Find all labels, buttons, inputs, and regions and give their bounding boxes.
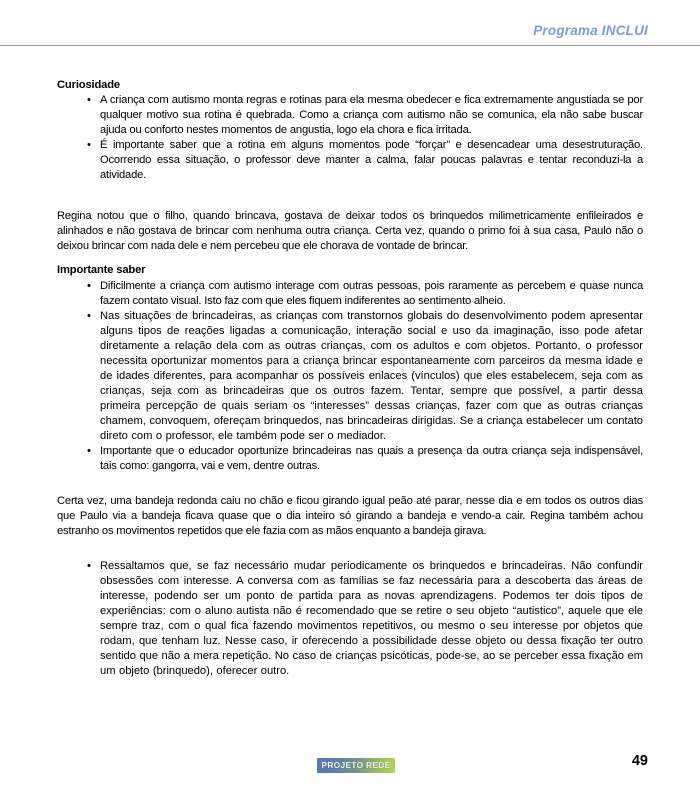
page-number: 49	[631, 753, 648, 769]
projeto-rede-logo	[317, 758, 395, 773]
spacer	[57, 474, 643, 494]
list-item	[57, 93, 643, 138]
bullet-list-importante-saber	[57, 279, 643, 474]
projeto-rede-logo-text: PROJETO REDE	[321, 760, 391, 771]
list-item	[57, 279, 643, 309]
list-item	[57, 444, 643, 474]
bullet-icon: •	[87, 279, 91, 292]
bullet-icon: •	[87, 559, 91, 572]
bullet-icon: •	[87, 94, 91, 107]
running-head	[0, 22, 700, 46]
spacer	[57, 183, 643, 209]
section-heading-importante-saber: Importante saber	[57, 264, 146, 277]
list-item-text: A criança com autismo monta regras e rotinas para ela mesma obedecer e fica extremamente angustiada se por qualquer motivo sua rotina é quebrada. Como a criança com autismo não se comunica, ela não sabe buscar ajuda ou conforto nestes momentos de angustia, logo ela chora e fica irritada.	[100, 94, 643, 137]
page-content	[57, 78, 643, 679]
bullet-icon: •	[87, 444, 91, 457]
paragraph-bandeja: Certa vez, uma bandeja redonda caiu no chão e ficou girando igual peão até parar, nesse dia e em todos os outros dias que Paulo via a bandeja ficava quase que o dia inteiro só girando a bandeja e vendo-a cair. Regina também achou estranho os movimentos repetidos que ele fazia com as mãos enquanto a bandeja girava.	[57, 494, 643, 537]
list-item	[57, 559, 643, 679]
running-head-title: Programa INCLUI	[533, 23, 648, 38]
section-heading-curiosidade: Curiosidade	[57, 79, 121, 91]
bullet-list-curiosidade	[57, 93, 643, 183]
list-item	[57, 309, 643, 444]
page-footer	[0, 748, 700, 800]
spacer	[57, 539, 643, 559]
list-item-text: Importante que o educador oportunize brincadeiras nas quais a presença da outra criança seja indispensável, tais como: gangorra, vai e vem, dentre outras.	[100, 444, 643, 472]
paragraph-regina: Regina notou que o filho, quando brincava, gostava de deixar todos os brinquedos milimetricamente enfileirados e alinhados e não gostava de brincar com nenhuma outra criança. Certa vez, quando o primo foi à sua casa, Paulo não o deixou brincar com nada dele e nem percebeu que ele chorava de vontade de brincar.	[57, 210, 643, 253]
list-item-text: É importante saber que a rotina em alguns momentos pode “forçar” e desencadear uma desestruturação. Ocorrendo essa situação, o professor deve manter a calma, falar poucas palavras e tentar reconduzi-la a atividade.	[100, 139, 643, 182]
bullet-list-final	[57, 559, 643, 679]
bullet-icon: •	[87, 309, 91, 322]
bullet-icon: •	[87, 139, 91, 152]
list-item	[57, 138, 643, 183]
list-item-text: Ressaltamos que, se faz necessário mudar periodicamente os brinquedos e brincadeiras. Não confundir obsessões com interesse. A conversa com as famílias se faz necessária para a descoberta das áreas de interesse, podendo ser um ponto de partida para as novas aprendizagens. Podemos ter dois tipos de experiências: com o aluno autista não é recomendado que se retire o seu objeto “autistico”, aquele que ele sempre traz, com o qual fica fazendo movimentos repetitivos, ou mesmo o seu interesse por objetos que rodam, que tenham luz. Nesse caso, ir oferecendo a possibilidade desse objeto ou dessa fixação ter outro sentido que não a mera repetição. No caso de crianças psicóticas, pode-se, ao se perceber essa fixação em um objeto (brinquedo), oferecer outro.	[100, 559, 643, 677]
list-item-text: Nas situações de brincadeiras, as crianças com transtornos globais do desenvolvimento podem apresentar alguns tipos de reações ligadas a comunicação, interação social e uso da imaginação, isso pode afetar diretamente a relação dela com as outras crianças, com os adultos e com objetos. Portanto, o professor necessita oportunizar momentos para a criança brincar espontaneamente com parceiros da mesma idade e de idades diferentes, para acompanhar os possíveis enlaces (vínculos) que eles estabelecem, seja com as crianças, seja com as brincadeiras que os outros fazem. Tentar, sempre que possível, a partir dessa primeira percepção de quais seriam os “interesses” dessas crianças, fazer com que as outras crianças chamem, convoquem, ofereçam brinquedos, nas brincadeiras dirigidas. Se a criança estabelecer um contato direto com o professor, ele também pode ser o mediador.	[100, 309, 643, 442]
header-rule-divider	[0, 45, 700, 46]
list-item-text: Dificilmente a criança com autismo interage com outras pessoas, pois raramente as percebem e quase nunca fazem contato visual. Isto faz com que eles fiquem indiferentes ao sentimento alheio.	[100, 279, 643, 307]
spacer	[57, 254, 643, 263]
